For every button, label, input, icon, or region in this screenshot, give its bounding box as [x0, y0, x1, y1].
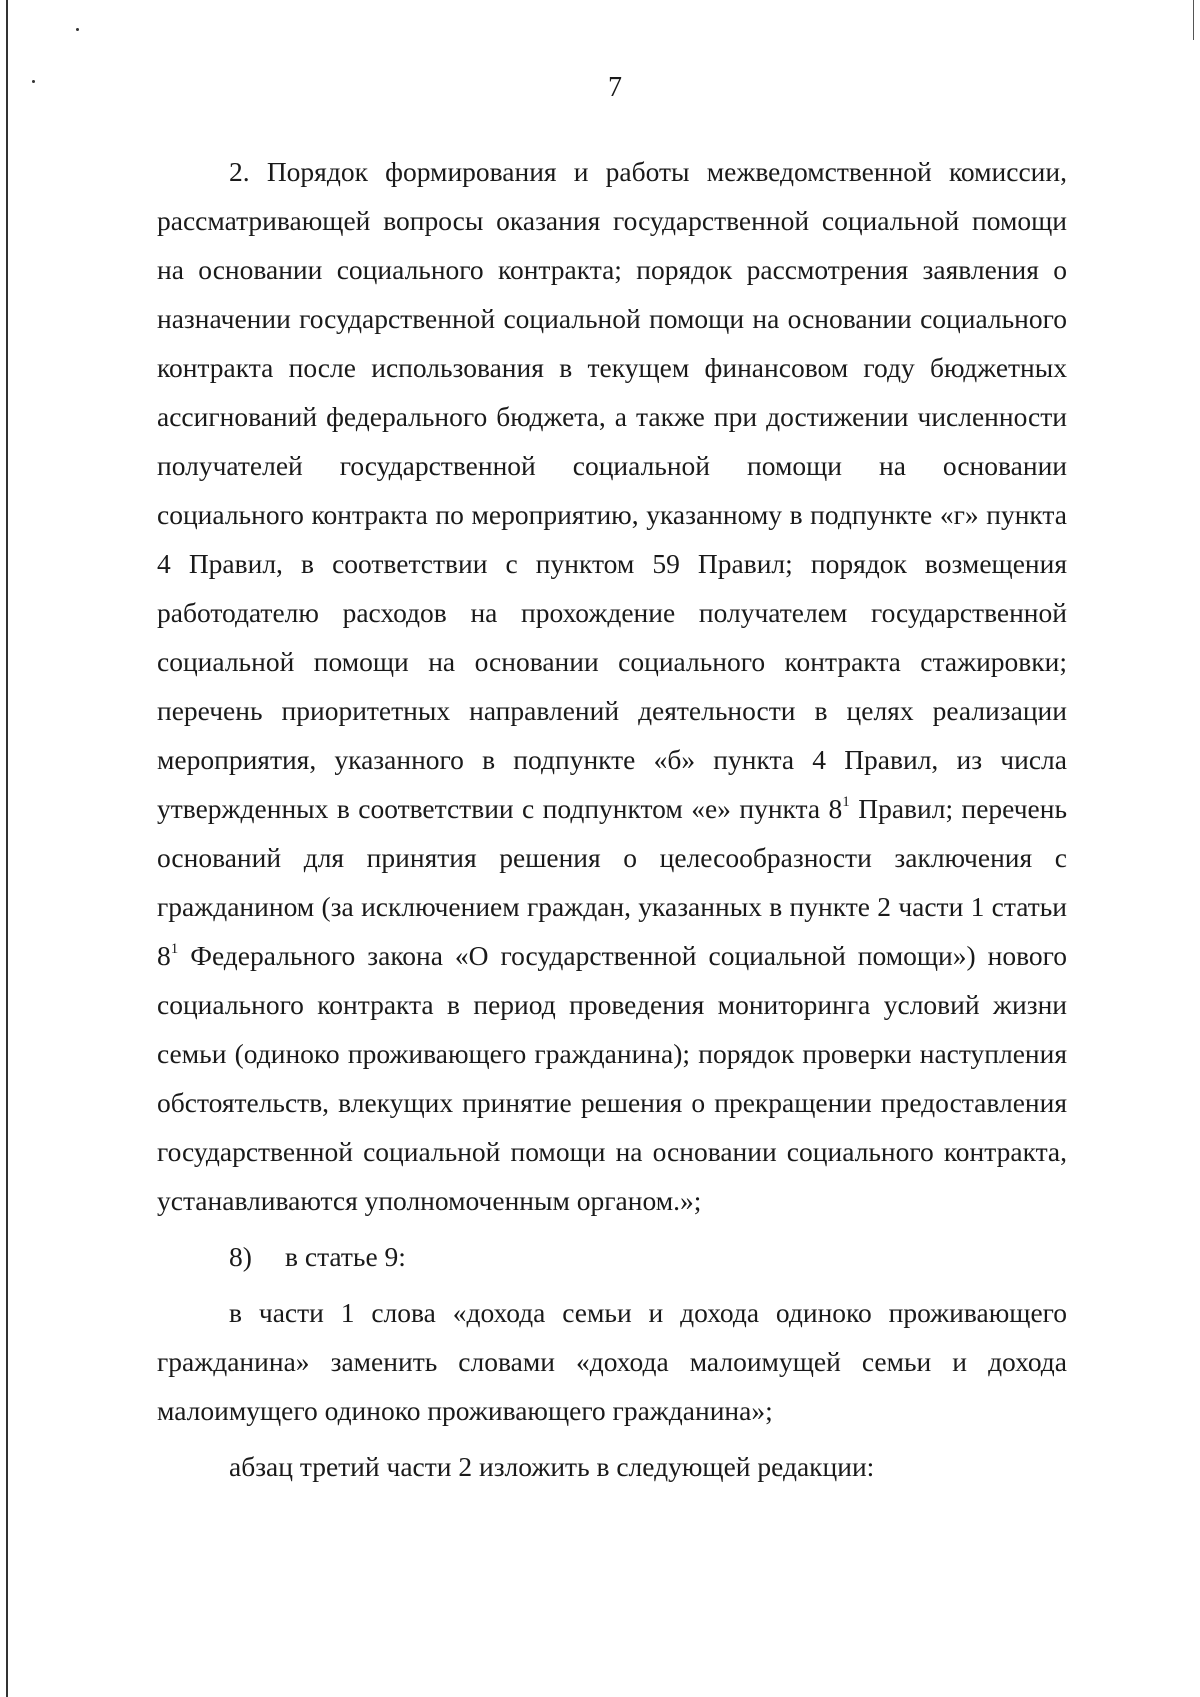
scan-speck	[76, 28, 79, 31]
paragraph-text: Федерального закона «О государственной социальной помощи») нового социального контракта в период проведения мониторинга условий жизни семьи (одиноко проживающего гражданина); порядок проверки наступления обстоятельств, влекущих принятие решения о прекращении предоставления государственной социальной помощи на основании социального контракта, устанавливаются уполномоченным органом.»;	[157, 940, 1067, 1216]
paragraph-part2-intro: абзац третий части 2 изложить в следующей редакции:	[229, 1451, 875, 1482]
superscript: 1	[842, 794, 850, 810]
scan-right-mark	[1193, 0, 1194, 40]
list-item-8	[157, 1232, 1067, 1281]
paragraph-part1-amendment: в части 1 слова «дохода семьи и дохода одиноко проживающего гражданина» заменить словами «дохода малоимущей семьи и дохода малоимущего одиноко проживающего гражданина»;	[157, 1297, 1067, 1426]
paragraph-text: 2. Порядок формирования и работы межведомственной комиссии, рассматривающей вопросы оказания государственной социальной помощи на основании социального контракта; порядок рассмотрения заявления о назначении государственной социальной помощи на основании социального контракта после использования в текущем финансовом году бюджетных ассигнований федерального бюджета, а также при достижении численности получателей государственной социальной помощи на основании социального контракта по мероприятию, указанному в подпункте «г» пункта 4 Правил, в соответствии с пунктом 59 Правил; порядок возмещения работодателю расходов на прохождение получателем государственной социальной помощи на основании социального контракта стажировки; перечень приоритетных направлений деятельности в целях реализации мероприятия, указанного в подпункте «б» пункта 4 Правил, из числа утвержденных в соответствии с подпунктом «е» пункта 8	[157, 156, 1067, 824]
superscript: 1	[170, 941, 179, 957]
document-body	[157, 147, 1067, 1491]
item-number: 8)	[229, 1241, 252, 1272]
scan-left-border	[6, 0, 8, 1697]
paragraph-commission-procedure	[157, 147, 1067, 1225]
item-text: в статье 9:	[285, 1241, 406, 1272]
page-number: 7	[608, 72, 622, 103]
paragraph-text: Правил; перечень оснований для принятия решения о целесообразности заключения с гражданином (за исключением граждан, указанных в пункте 2 части 1 статьи 8	[157, 793, 1067, 971]
